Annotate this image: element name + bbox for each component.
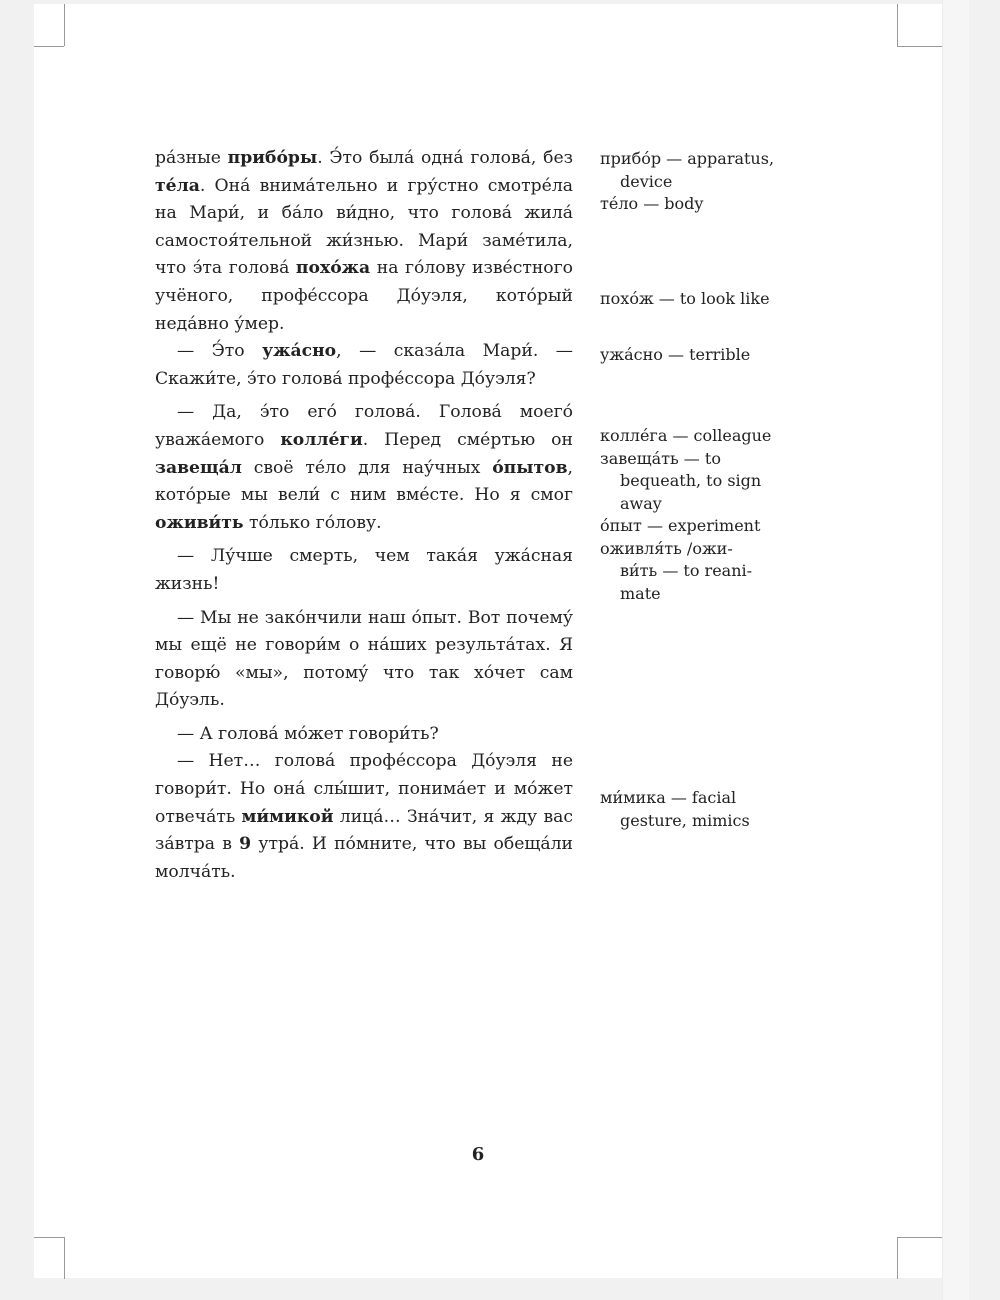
paragraph: — Мы не зако́нчили наш о́пыт. Вот почему́ мы ещё не говори́м о на́ших результа́тах. Я говорю́ «мы», потому́ что так хо́чет сам До́уэль. xyxy=(155,607,573,711)
page-edge-shadow xyxy=(942,0,969,1300)
paragraph: — Лу́чше смерть, чем така́я ужа́сная жизнь! xyxy=(155,546,573,594)
gloss-kollega: колле́га — colleague завеща́ть — to bequeath, to sign away о́пыт — experiment оживля́ть /ожи- ви́ть — to reani- mate xyxy=(600,426,772,603)
paragraph: — А голова́ мо́жет говори́ть? xyxy=(177,723,439,744)
page-number: 6 xyxy=(471,1144,485,1165)
crop-mark-top-left-v xyxy=(64,4,65,46)
gloss-mimika: ми́мика — facial gesture, mimics xyxy=(600,788,750,830)
paragraph: — Да, э́то его́ голова́. Голова́ моего́ уважа́емого колле́ги. Перед сме́ртью он завеща́л своё те́ло для нау́чных о́пытов, кото́рые мы вели́ с ним вме́сте. Но я смог оживи́ть то́лько го́лову. xyxy=(155,402,573,533)
crop-mark-bottom-right-h xyxy=(897,1237,942,1238)
crop-mark-bottom-left-h xyxy=(34,1237,64,1238)
crop-mark-bottom-right-v xyxy=(897,1237,898,1279)
paragraph: ра́зные прибо́ры. Э́то была́ одна́ голова́, без те́ла. Она́ внима́тельно и гру́стно смотре́ла на Мари́, и ба́ло ви́дно, что голова́ жила́ самостоя́тельной жи́знью. Мари́ заме́тила, что э́та голова́ похо́жа на го́лову изве́стного учёного, профе́ссора До́уэля, кото́рый неда́вно у́мер. xyxy=(155,148,573,334)
gloss-pribor: прибо́р — apparatus, device те́ло — body xyxy=(600,149,775,213)
paragraph: — Э́то ужа́сно, — сказа́ла Мари́. — Скажи́те, э́то голова́ профе́ссора До́уэля? xyxy=(155,341,573,389)
gloss-uzhasno: ужа́сно — terrible xyxy=(600,345,751,364)
main-text xyxy=(155,145,573,886)
crop-mark-top-right-v xyxy=(897,4,898,46)
crop-mark-top-right-h xyxy=(897,46,942,47)
paragraph: — Нет… голова́ профе́ссора До́уэля не говори́т. Но она́ слы́шит, понима́ет и мо́жет отвеча́ть ми́микой лица́… Зна́чит, я жду вас за́втра в 9 утра́. И по́мните, что вы обеща́ли молча́ть. xyxy=(155,751,573,882)
crop-mark-top-left-h xyxy=(34,46,64,47)
gloss-pokhozh: похо́ж — to look like xyxy=(600,289,770,308)
crop-mark-bottom-left-v xyxy=(64,1237,65,1279)
